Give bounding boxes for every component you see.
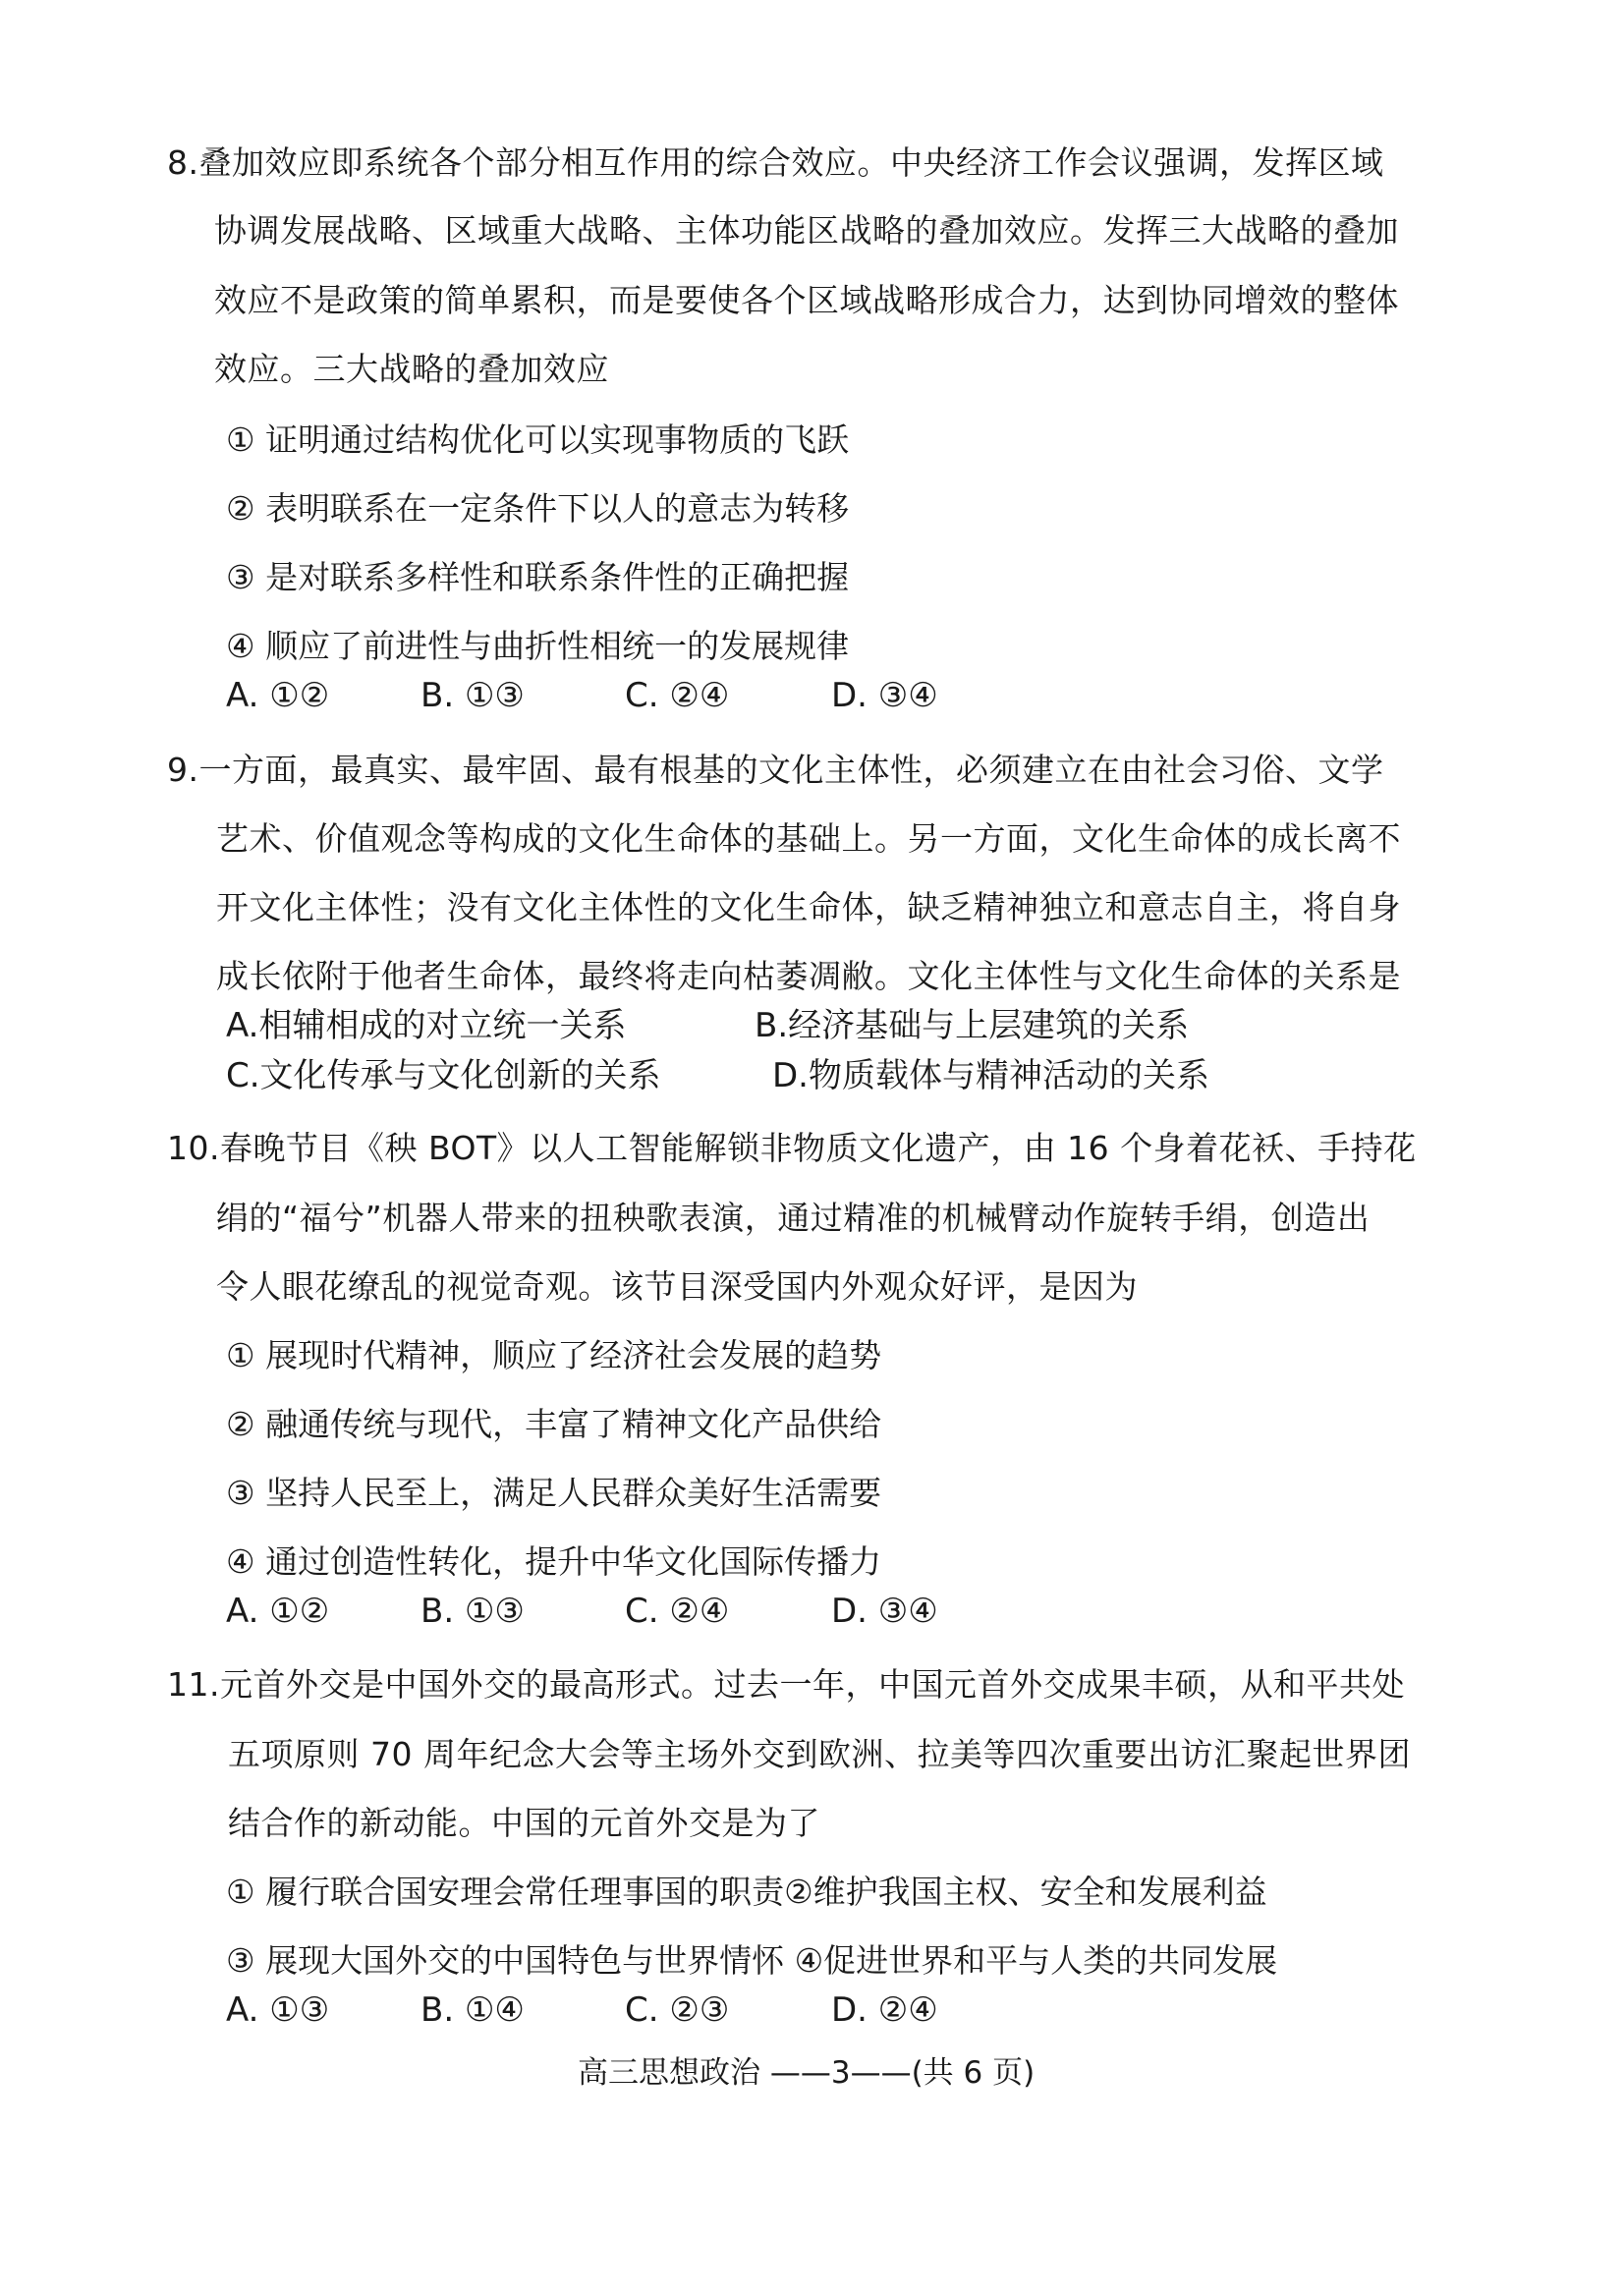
question-11-choice-d: D. ②④ [831, 1990, 938, 2030]
question-9-stem-line: 9.一方面，最真实、最牢固、最有根基的文化主体性，必须建立在由社会习俗、文学 [167, 751, 1384, 789]
question-8-item: ② 表明联系在一定条件下以人的意志为转移 [226, 489, 850, 528]
question-10-item: ② 融通传统与现代，丰富了精神文化产品供给 [226, 1405, 882, 1443]
question-11-choice-a: A. ①③ [226, 1990, 330, 2030]
question-8-stem-line: 协调发展战略、区域重大战略、主体功能区战略的叠加效应。发挥三大战略的叠加 [214, 211, 1399, 250]
question-8-item: ① 证明通过结构优化可以实现事物质的飞跃 [226, 420, 850, 459]
question-9-choice-a: A.相辅相成的对立统一关系 [226, 1006, 627, 1045]
question-11-choice-b: B. ①④ [420, 1990, 525, 2030]
question-11-stem-line: 11.元首外交是中国外交的最高形式。过去一年，中国元首外交成果丰硕，从和平共处 [167, 1665, 1405, 1704]
question-10-item: ① 展现时代精神，顺应了经济社会发展的趋势 [226, 1336, 882, 1374]
question-8-item: ③ 是对联系多样性和联系条件性的正确把握 [226, 558, 850, 596]
question-10-choice-c: C. ②④ [625, 1592, 730, 1631]
question-9-choice-b: B.经济基础与上层建筑的关系 [755, 1006, 1190, 1045]
question-8-stem-line: 效应。三大战略的叠加效应 [214, 350, 609, 388]
question-10-stem-line: 令人眼花缭乱的视觉奇观。该节目深受国内外观众好评，是因为 [216, 1267, 1138, 1306]
question-8-choice-c: C. ②④ [625, 676, 730, 715]
question-8-choice-a: A. ①② [226, 676, 330, 715]
question-8-choice-d: D. ③④ [831, 676, 938, 715]
question-9-stem-line: 成长依附于他者生命体，最终将走向枯萎凋敝。文化主体性与文化生命体的关系是 [216, 957, 1401, 995]
question-11-stem-line: 结合作的新动能。中国的元首外交是为了 [228, 1804, 820, 1842]
question-8-choice-b: B. ①③ [420, 676, 525, 715]
question-10-choice-b: B. ①③ [420, 1592, 525, 1631]
question-11-choice-c: C. ②③ [625, 1990, 730, 2030]
question-11-stem-line: 五项原则 70 周年纪念大会等主场外交到欧洲、拉美等四次重要出访汇聚起世界团 [228, 1735, 1411, 1773]
question-9-stem-line: 艺术、价值观念等构成的文化生命体的基础上。另一方面，文化生命体的成长离不 [216, 819, 1401, 858]
question-9-choice-c: C.文化传承与文化创新的关系 [226, 1056, 661, 1095]
question-10-item: ③ 坚持人民至上，满足人民群众美好生活需要 [226, 1474, 882, 1512]
question-9-stem-line: 开文化主体性；没有文化主体性的文化生命体，缺乏精神独立和意志自主，将自身 [216, 888, 1401, 926]
question-11-item: ① 履行联合国安理会常任理事国的职责②维护我国主权、安全和发展利益 [226, 1873, 1267, 1911]
page-footer: 高三思想政治 ——3——(共 6 页) [578, 2055, 1036, 2091]
question-8-stem-line: 8.叠加效应即系统各个部分相互作用的综合效应。中央经济工作会议强调，发挥区域 [167, 143, 1384, 182]
question-10-stem-line: 10.春晚节目《秧 BOT》以人工智能解锁非物质文化遗产，由 16 个身着花袄、手持花 [167, 1129, 1417, 1167]
question-10-stem-line: 绢的“福兮”机器人带来的扭秧歌表演，通过精准的机械臂动作旋转手绢，创造出 [216, 1199, 1371, 1237]
question-10-item: ④ 通过创造性转化，提升中华文化国际传播力 [226, 1542, 882, 1581]
question-9-choice-d: D.物质载体与精神活动的关系 [772, 1056, 1209, 1095]
question-8-stem-line: 效应不是政策的简单累积，而是要使各个区域战略形成合力，达到协同增效的整体 [214, 281, 1399, 319]
question-10-choice-a: A. ①② [226, 1592, 330, 1631]
question-8-item: ④ 顺应了前进性与曲折性相统一的发展规律 [226, 627, 850, 665]
question-10-choice-d: D. ③④ [831, 1592, 938, 1631]
question-11-item: ③ 展现大国外交的中国特色与世界情怀 ④促进世界和平与人类的共同发展 [226, 1941, 1278, 1980]
